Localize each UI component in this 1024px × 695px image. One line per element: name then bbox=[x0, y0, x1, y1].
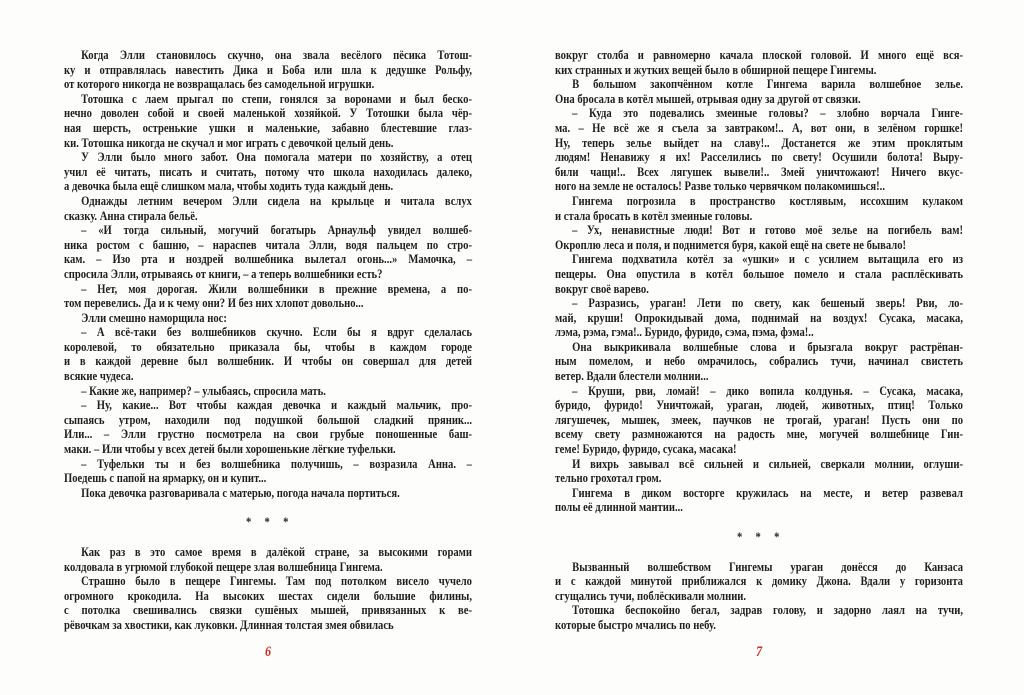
text-line: Ну, теперь зелье выйдет на славу!.. Достанется же этим проклятым bbox=[555, 134, 963, 150]
text-line: всякие чудеса. bbox=[64, 368, 134, 384]
text-line: ма. – Не всё же я съела за завтраком!.. А, вот они, в зелёном горшке! bbox=[555, 119, 963, 135]
paragraph bbox=[555, 457, 963, 486]
text-line: от которого никогда не возвращалась без самодельной игрушки. bbox=[64, 76, 375, 92]
text-line: Тотошка беспокойно бегал, задрав голову, и задорно лаял на тучи, bbox=[572, 602, 963, 618]
text-line: кам. – Изо рта и ноздрей волшебника вылетал огонь...» Мамочка, – bbox=[64, 251, 472, 267]
text-line: которые быстро мчались по небу. bbox=[555, 616, 716, 632]
text-line: ких странных и жутких вещей было в обширной пещере Гингемы. bbox=[555, 61, 877, 77]
paragraph bbox=[64, 311, 472, 326]
paragraph bbox=[64, 398, 472, 456]
text-line: и в каждой деревне был волшебник. И чтобы он совершал для детей bbox=[64, 353, 472, 369]
text-line: лэма, рэма, гэма!.. Буридо, фуридо, сэма, пэма, фэма!.. bbox=[555, 324, 814, 340]
text-line: Поедешь с папой на ярмарку, он и купит... bbox=[64, 470, 267, 486]
paragraph bbox=[555, 194, 963, 223]
paragraph bbox=[64, 457, 472, 486]
paragraph bbox=[64, 545, 472, 574]
text-line: Страшно было в пещере Гингемы. Там под потолком висело чучело bbox=[81, 573, 473, 589]
text-line: ветер. Вдали блестели молнии... bbox=[555, 368, 709, 384]
paragraph bbox=[64, 223, 472, 281]
text-line: колдовала в угрюмой глубокой пещере злая волшебница Гингема. bbox=[64, 558, 383, 574]
page-number: 7 bbox=[755, 643, 763, 660]
paragraph bbox=[64, 92, 472, 150]
paragraph bbox=[555, 48, 963, 77]
text-line: Однажды летним вечером Элли сидела на крыльце и читала вслух bbox=[81, 192, 473, 208]
page-number: 6 bbox=[264, 643, 272, 660]
paragraph bbox=[555, 296, 963, 340]
paragraph bbox=[555, 77, 963, 106]
text-line: – Ух, ненавистные люди! Вот и готово моё зелье на погибель вам! bbox=[572, 222, 963, 238]
text-line: Вызванный волшебством Гингемы ураган донёсся до Канзаса bbox=[572, 558, 963, 574]
paragraph bbox=[555, 603, 963, 632]
text-line: всему свету размножаются на радость мне, могучей волшебнице Гин- bbox=[555, 426, 963, 442]
text-line: геме! Буридо, фуридо, сусака, масака! bbox=[555, 441, 737, 457]
paragraph bbox=[64, 194, 472, 223]
text-line: сыпаясь утром, находили под подушкой большой сладкий пряник... bbox=[64, 411, 472, 427]
page-left bbox=[64, 48, 472, 659]
paragraph bbox=[555, 560, 963, 604]
text-line: Или... – Элли грустно посмотрела на свои грубые поношенные баш- bbox=[64, 426, 472, 442]
paragraph bbox=[555, 223, 963, 252]
paragraph bbox=[64, 150, 472, 194]
text-line: – Ну, какие... Вот чтобы каждая девочка и каждый мальчик, про- bbox=[81, 397, 473, 413]
text-line: учил её читать, писать и считать, потому что школа находилась далеко, bbox=[64, 163, 472, 179]
text-line: нечно доволен собой и своей маленькой хозяйкой. У Тотошки была чёр- bbox=[64, 105, 472, 121]
text-line: Когда Элли становилось скучно, она звала весёлого пёсика Тотош- bbox=[81, 47, 473, 62]
text-line: и с каждой минутой приближался к домику Джона. Вдали у горизонта bbox=[555, 573, 963, 589]
text-line: – Какие же, например? – улыбаясь, спросила мать. bbox=[81, 382, 326, 398]
text-line: ным помелом, и небо омрачилось, собрались тучи, начинал свистеть bbox=[555, 353, 963, 369]
page-right bbox=[555, 48, 963, 659]
text-line: – Нет, моя дорогая. Жили волшебники в прежние времена, а по- bbox=[81, 280, 473, 296]
text-line: полы её длинной мантии... bbox=[555, 499, 683, 515]
text-line: Гингема в диком восторге кружилась на месте, и ветер развевал bbox=[572, 484, 963, 500]
paragraph bbox=[555, 384, 963, 457]
text-line: Пока девочка разговаривала с матерью, погода начала портиться. bbox=[81, 484, 400, 500]
text-line: В большом закопчённом котле Гингема варила волшебное зелье. bbox=[572, 76, 963, 92]
text-line: Гингема погрозила в пространство костлявым, иссохшим кулаком bbox=[572, 192, 963, 208]
text-line: – А всё-таки без волшебников скучно. Если бы я вдруг сделалась bbox=[81, 324, 473, 340]
text-line: били чащи!.. Всех лягушек вывели!.. Змей уничтожают! Ничего вкус- bbox=[555, 163, 963, 179]
text-line: буридо, фуридо! Уничтожай, ураган, людей, животных, птиц! Только bbox=[555, 397, 963, 413]
text-line: У Элли было много забот. Она помогала матери по хозяйству, а отец bbox=[81, 149, 473, 165]
text-line: королевой, то обязательно приказала бы, чтобы в каждом городе bbox=[64, 338, 472, 354]
text-line: ного на земле не осталось! Разве только червячком полакомишься!.. bbox=[555, 178, 885, 194]
paragraph bbox=[555, 106, 963, 194]
text-line: Она бросала в котёл мышей, отрывая одну за другой от связки. bbox=[555, 90, 861, 106]
text-line: Тотошка с лаем прыгал по степи, гонялся за воронами и был беско- bbox=[81, 90, 473, 106]
paragraph bbox=[64, 325, 472, 383]
text-line: лягушечек, мышек, змеек, паучков не трогай, ураган! Пусть они по bbox=[555, 411, 963, 427]
text-line: людям! Ненавижу я их! Расселились по свету! Осушили болота! Выру- bbox=[555, 149, 963, 165]
text-line: Окроплю леса и поля, и поднимется буря, какой ещё на свете не бывало! bbox=[555, 236, 907, 252]
text-line: а девочка была ещё слишком мала, чтобы ходить туда каждый день. bbox=[64, 178, 394, 194]
text-line: – Разразись, ураган! Лети по свету, как бешеный зверь! Рви, ло- bbox=[572, 295, 963, 311]
text-line: – Круши, рви, ломай! – дико вопила колдунья. – Сусака, масака, bbox=[572, 382, 963, 398]
text-line: ки. Тотошка никогда не скучал и мог играть с девочкой целый день. bbox=[64, 134, 394, 150]
text-line: сгущались тучи, поблёскивали молнии. bbox=[555, 587, 747, 603]
paragraph bbox=[64, 282, 472, 311]
text-line: – «И тогда сильный, могучий богатырь Арнаульф увидел волшеб- bbox=[81, 222, 473, 238]
text-line: Элли смешно наморщила нос: bbox=[81, 309, 227, 325]
text-line: май, круши! Опрокидывай дома, поднимай на воздух! Сусака, масака, bbox=[555, 309, 963, 325]
text-line: пещеры. Она опустила в котёл большое помело и стала расплёскивать bbox=[555, 265, 963, 281]
text-line: маки. – Или чтобы у всех детей были хорошенькие лёгкие туфельки. bbox=[64, 441, 396, 457]
text-line: и стала бросать в котёл змеиные головы. bbox=[555, 207, 753, 223]
section-separator: * * * bbox=[245, 514, 291, 530]
text-line: Она выкрикивала волшебные слова и брызгала вокруг растрёпан- bbox=[572, 338, 963, 354]
text-line: ку и отправлялась навестить Дика и Боба или шла к дедушке Рольфу, bbox=[64, 61, 472, 77]
text-line: – Туфельки ты и без волшебника получишь, – возразила Анна. – bbox=[81, 455, 473, 471]
paragraph bbox=[555, 252, 963, 296]
text-line: сказку. Анна стирала бельё. bbox=[64, 207, 198, 223]
paragraph bbox=[555, 340, 963, 384]
text-line: И вихрь завывал всё сильней и сильней, сверкали молнии, оглуши- bbox=[572, 455, 963, 471]
text-line: Гингема подхватила котёл за «ушки» и с усилием вытащила его из bbox=[572, 251, 963, 267]
paragraph bbox=[64, 486, 472, 501]
text-line: ная шерсть, остренькие ушки и маленькие, забавно блестевшие глаз- bbox=[64, 119, 472, 135]
text-line: тельно грохотал гром. bbox=[555, 470, 662, 486]
text-line: огромного крокодила. На высоких шестах сидели большие филины, bbox=[64, 587, 472, 603]
paragraph bbox=[64, 574, 472, 632]
section-separator: * * * bbox=[736, 529, 782, 544]
text-line: Как раз в это самое время в далёкой стране, за высокими горами bbox=[81, 544, 473, 559]
paragraph bbox=[64, 48, 472, 92]
text-line: с потолка свешивались связки сушёных мышей, привязанных к ве- bbox=[64, 602, 472, 618]
text-line: рёвочкам за хвостики, как луковки. Длинная толстая змея обвилась bbox=[64, 616, 394, 632]
text-line: вокруг своё варево. bbox=[555, 280, 649, 296]
paragraph bbox=[64, 384, 472, 399]
text-line: спросила Элли, отрываясь от книги, – а теперь волшебники есть? bbox=[64, 265, 383, 281]
paragraph bbox=[555, 486, 963, 515]
text-line: ника ростом с башню, – нараспев читала Элли, водя пальцем по стро- bbox=[64, 236, 472, 252]
text-line: вокруг столба и равномерно качала плоской головой. И много ещё вся- bbox=[555, 47, 963, 62]
text-line: – Куда это подевались змеиные головы? – злобно ворчала Гинге- bbox=[572, 105, 963, 121]
text-line: том перевелись. Да и к чему они? И без них хлопот довольно... bbox=[64, 295, 364, 311]
